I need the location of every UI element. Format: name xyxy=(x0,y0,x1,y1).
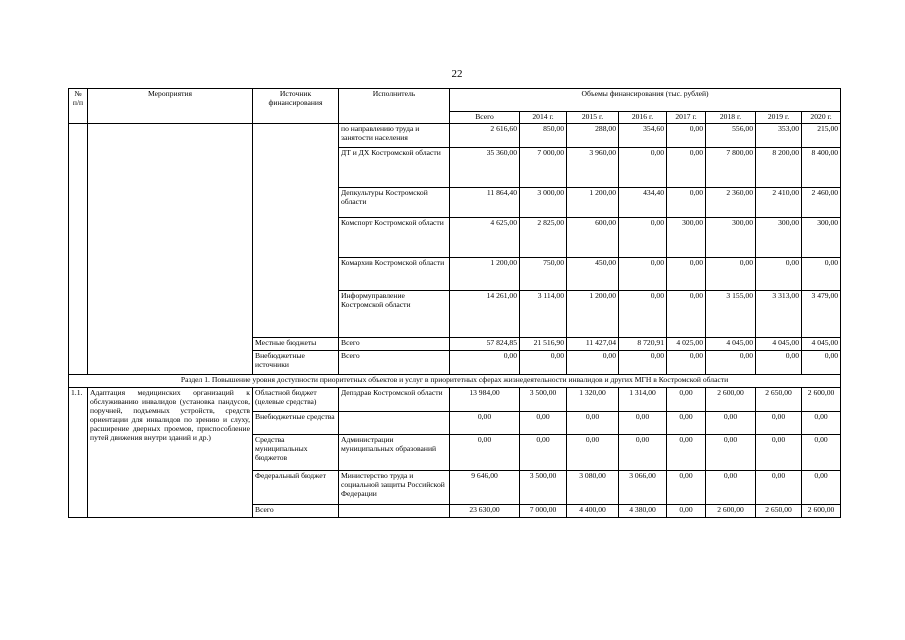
value-cell: 0,00 xyxy=(756,471,802,505)
source-cell: Федеральный бюджет xyxy=(253,471,339,505)
header-measures: Мероприятия xyxy=(88,89,253,124)
value-cell: 300,00 xyxy=(756,218,802,258)
value-cell: 1 314,00 xyxy=(619,388,667,412)
value-cell: 0,00 xyxy=(520,412,567,435)
value-cell: 0,00 xyxy=(802,351,841,375)
value-cell: 0,00 xyxy=(667,351,706,375)
value-cell: 3 155,00 xyxy=(706,291,756,338)
value-cell: 0,00 xyxy=(706,471,756,505)
item-measure: Адаптация медицинских организаций к обслуживанию инвалидов (установка пандусов, поручней, подъемных устройств, средств ориентации для инвалидов по зрению и слуху, расширение дверных проемов, приспособление путей движения внутри зданий и др.) xyxy=(88,388,253,518)
value-cell: 850,00 xyxy=(520,124,567,148)
value-cell: 4 625,00 xyxy=(450,218,520,258)
value-cell: 0,00 xyxy=(706,435,756,471)
value-cell: 0,00 xyxy=(667,471,706,505)
header-year: 2019 г. xyxy=(756,112,802,124)
value-cell: 0,00 xyxy=(619,435,667,471)
source-cell xyxy=(253,124,339,338)
value-cell: 0,00 xyxy=(706,351,756,375)
value-cell: 750,00 xyxy=(520,258,567,291)
source-cell: Внебюджетные источники xyxy=(253,351,339,375)
source-cell: Внебюджетные средства xyxy=(253,412,339,435)
value-cell: 288,00 xyxy=(567,124,619,148)
executor-cell: Всего xyxy=(339,351,450,375)
value-cell: 0,00 xyxy=(706,412,756,435)
header-executor: Исполнитель xyxy=(339,89,450,124)
value-cell: 0,00 xyxy=(706,258,756,291)
value-cell: 3 479,00 xyxy=(802,291,841,338)
value-cell: 0,00 xyxy=(667,291,706,338)
value-cell: 0,00 xyxy=(667,388,706,412)
header-source: Источник финансирования xyxy=(253,89,339,124)
value-cell: 0,00 xyxy=(450,351,520,375)
value-cell: 23 630,00 xyxy=(450,505,520,518)
table-row xyxy=(69,388,841,412)
section-title: Раздел 1. Повышение уровня доступности приоритетных объектов и услуг в приоритетных сферах жизнедеятельности инвалидов и других МГН в Костромской области xyxy=(69,375,841,388)
value-cell: 0,00 xyxy=(619,148,667,188)
value-cell: 1 200,00 xyxy=(567,291,619,338)
page-number: 22 xyxy=(451,68,463,80)
value-cell: 0,00 xyxy=(667,412,706,435)
source-cell: Всего xyxy=(253,505,339,518)
header-year: 2014 г. xyxy=(520,112,567,124)
value-cell: 2 410,00 xyxy=(756,188,802,218)
value-cell: 2 460,00 xyxy=(802,188,841,218)
value-cell: 21 516,90 xyxy=(520,338,567,351)
value-cell: 0,00 xyxy=(667,505,706,518)
value-cell: 2 650,00 xyxy=(756,505,802,518)
value-cell: 0,00 xyxy=(756,435,802,471)
value-cell: 4 045,00 xyxy=(756,338,802,351)
financing-table xyxy=(68,88,841,518)
value-cell: 4 380,00 xyxy=(619,505,667,518)
value-cell: 2 825,00 xyxy=(520,218,567,258)
value-cell: 35 360,00 xyxy=(450,148,520,188)
value-cell: 2 600,00 xyxy=(706,505,756,518)
value-cell: 0,00 xyxy=(567,412,619,435)
value-cell: 0,00 xyxy=(667,435,706,471)
item-number: 1.1. xyxy=(69,388,88,518)
header-year: 2018 г. xyxy=(706,112,756,124)
executor-cell xyxy=(339,505,450,518)
value-cell: 0,00 xyxy=(802,471,841,505)
value-cell: 13 984,00 xyxy=(450,388,520,412)
header-num: № п/п xyxy=(69,89,88,124)
executor-cell: Всего xyxy=(339,338,450,351)
value-cell: 2 616,60 xyxy=(450,124,520,148)
value-cell: 215,00 xyxy=(802,124,841,148)
header-year: 2015 г. xyxy=(567,112,619,124)
value-cell: 14 261,00 xyxy=(450,291,520,338)
value-cell: 2 600,00 xyxy=(802,505,841,518)
source-cell: Средства муниципальных бюджетов xyxy=(253,435,339,471)
executor-cell: ДТ и ДХ Костромской области xyxy=(339,148,450,188)
value-cell: 4 025,00 xyxy=(667,338,706,351)
value-cell: 4 045,00 xyxy=(802,338,841,351)
value-cell: 8 720,91 xyxy=(619,338,667,351)
header-year: 2020 г. xyxy=(802,112,841,124)
executor-cell: Министерство труда и социальной защиты Российской Федерации xyxy=(339,471,450,505)
executor-cell xyxy=(339,412,450,435)
value-cell: 300,00 xyxy=(802,218,841,258)
header-year: 2016 г. xyxy=(619,112,667,124)
value-cell: 600,00 xyxy=(567,218,619,258)
value-cell: 0,00 xyxy=(667,188,706,218)
executor-cell: Администрации муниципальных образований xyxy=(339,435,450,471)
value-cell: 0,00 xyxy=(802,412,841,435)
value-cell: 0,00 xyxy=(567,435,619,471)
value-cell: 0,00 xyxy=(520,351,567,375)
value-cell: 0,00 xyxy=(756,351,802,375)
value-cell: 1 200,00 xyxy=(567,188,619,218)
value-cell: 434,40 xyxy=(619,188,667,218)
value-cell: 0,00 xyxy=(450,435,520,471)
value-cell: 1 320,00 xyxy=(567,388,619,412)
header-year: Всего xyxy=(450,112,520,124)
value-cell: 0,00 xyxy=(619,291,667,338)
value-cell: 3 000,00 xyxy=(520,188,567,218)
value-cell: 0,00 xyxy=(520,435,567,471)
value-cell: 1 200,00 xyxy=(450,258,520,291)
value-cell: 300,00 xyxy=(706,218,756,258)
value-cell: 4 400,00 xyxy=(567,505,619,518)
value-cell: 2 600,00 xyxy=(706,388,756,412)
value-cell: 300,00 xyxy=(667,218,706,258)
source-cell: Областной бюджет (целевые средства) xyxy=(253,388,339,412)
value-cell: 0,00 xyxy=(667,124,706,148)
source-cell: Местные бюджеты xyxy=(253,338,339,351)
value-cell: 353,00 xyxy=(756,124,802,148)
value-cell: 0,00 xyxy=(802,435,841,471)
value-cell: 3 114,00 xyxy=(520,291,567,338)
value-cell: 3 313,00 xyxy=(756,291,802,338)
value-cell: 0,00 xyxy=(667,258,706,291)
num-cell xyxy=(69,124,88,375)
value-cell: 0,00 xyxy=(619,412,667,435)
value-cell: 4 045,00 xyxy=(706,338,756,351)
value-cell: 0,00 xyxy=(802,258,841,291)
value-cell: 2 600,00 xyxy=(802,388,841,412)
value-cell: 3 080,00 xyxy=(567,471,619,505)
executor-cell: Комспорт Костромской области xyxy=(339,218,450,258)
table-row xyxy=(69,124,841,148)
value-cell: 11 864,40 xyxy=(450,188,520,218)
value-cell: 11 427,04 xyxy=(567,338,619,351)
value-cell: 8 200,00 xyxy=(756,148,802,188)
executor-cell: по направлению труда и занятости населения xyxy=(339,124,450,148)
value-cell: 3 500,00 xyxy=(520,388,567,412)
value-cell: 3 960,00 xyxy=(567,148,619,188)
value-cell: 0,00 xyxy=(667,148,706,188)
value-cell: 0,00 xyxy=(567,351,619,375)
value-cell: 8 400,00 xyxy=(802,148,841,188)
value-cell: 0,00 xyxy=(619,258,667,291)
header-volumes: Объемы финансирования (тыс. рублей) xyxy=(450,89,841,112)
value-cell: 0,00 xyxy=(619,218,667,258)
value-cell: 3 500,00 xyxy=(520,471,567,505)
value-cell: 57 824,85 xyxy=(450,338,520,351)
value-cell: 2 360,00 xyxy=(706,188,756,218)
value-cell: 0,00 xyxy=(756,412,802,435)
executor-cell: Депкультуры Костромской области xyxy=(339,188,450,218)
value-cell: 2 650,00 xyxy=(756,388,802,412)
executor-cell: Депздрав Костромской области xyxy=(339,388,450,412)
value-cell: 556,00 xyxy=(706,124,756,148)
value-cell: 354,60 xyxy=(619,124,667,148)
measure-cell xyxy=(88,124,253,375)
header-year: 2017 г. xyxy=(667,112,706,124)
value-cell: 0,00 xyxy=(756,258,802,291)
value-cell: 7 000,00 xyxy=(520,505,567,518)
value-cell: 7 000,00 xyxy=(520,148,567,188)
section-row xyxy=(69,375,841,388)
value-cell: 0,00 xyxy=(619,351,667,375)
value-cell: 450,00 xyxy=(567,258,619,291)
value-cell: 3 066,00 xyxy=(619,471,667,505)
executor-cell: Комархив Костромской области xyxy=(339,258,450,291)
executor-cell: Информуправление Костромской области xyxy=(339,291,450,338)
value-cell: 7 800,00 xyxy=(706,148,756,188)
value-cell: 9 646,00 xyxy=(450,471,520,505)
value-cell: 0,00 xyxy=(450,412,520,435)
